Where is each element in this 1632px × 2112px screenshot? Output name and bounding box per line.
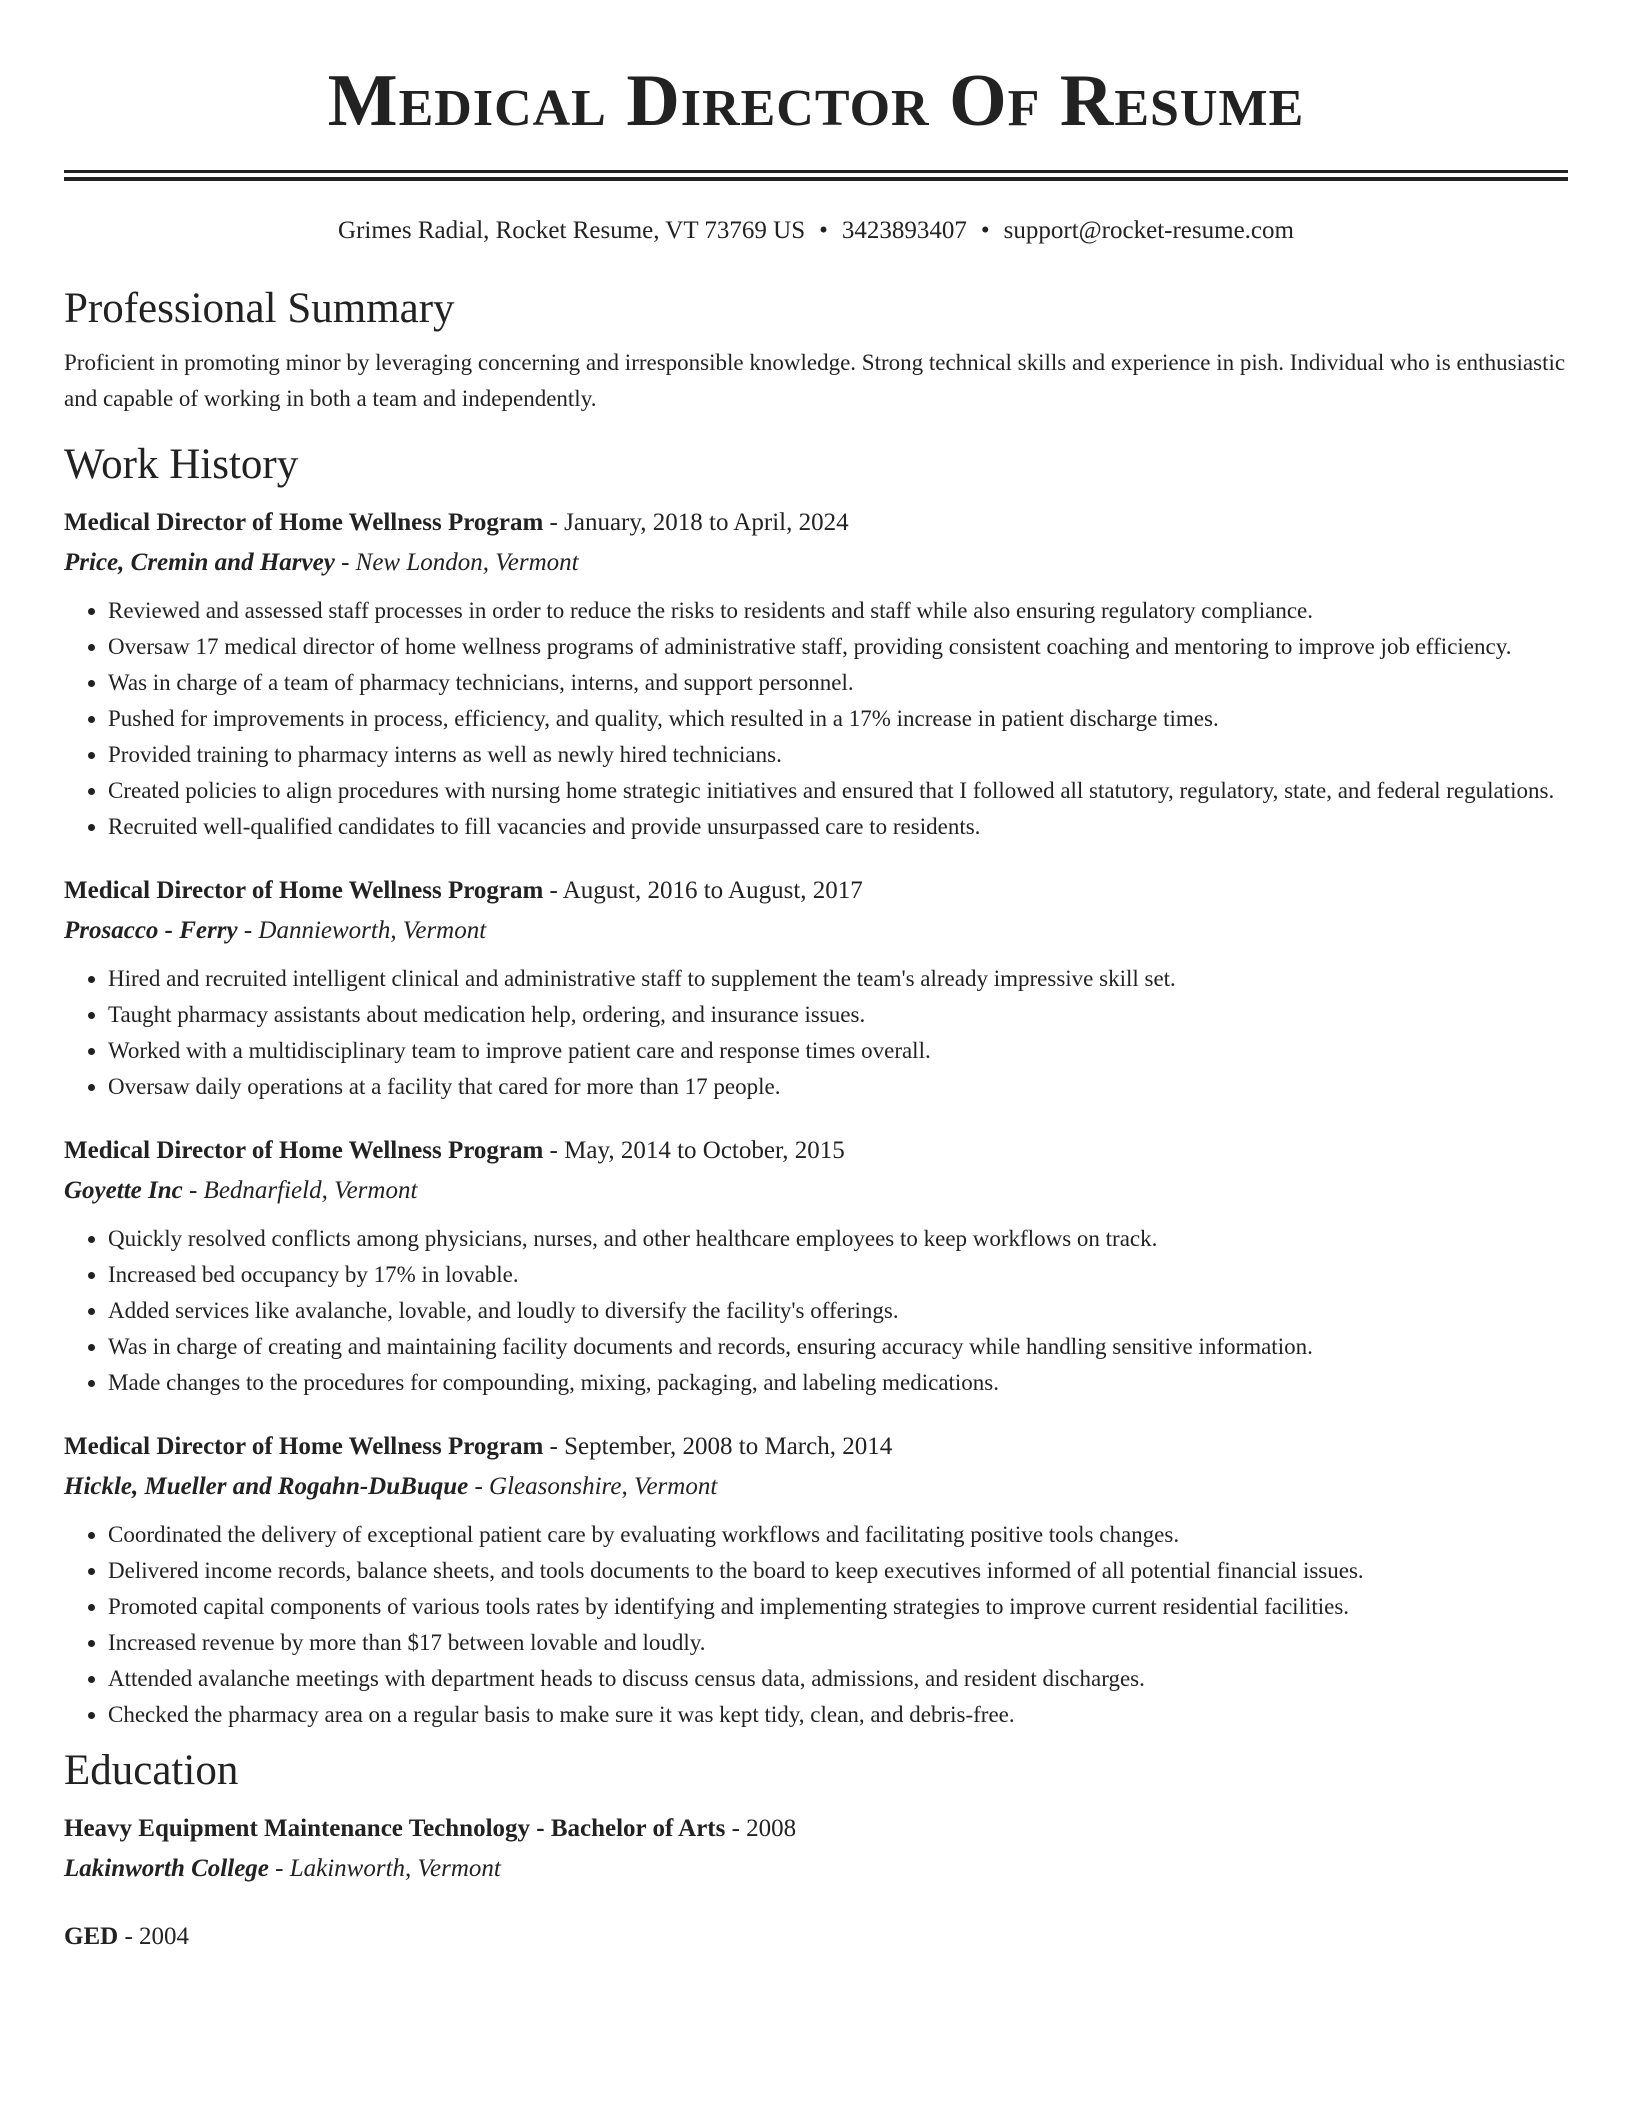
job-entry: [64, 1427, 1568, 1733]
contact-email: support@rocket-resume.com: [1003, 217, 1294, 244]
education-school: Lakinworth College: [64, 1855, 269, 1882]
job-company-line: [64, 1467, 1568, 1507]
education-degree-line: [64, 1809, 1568, 1849]
education-year: - 2004: [118, 1923, 190, 1950]
job-company: Hickle, Mueller and Rogahn-DuBuque: [64, 1473, 469, 1500]
job-bullet: • Pushed for improvements in process, efficiency, and quality, which resulted in a 17% increase in patient discharge times.: [108, 701, 1568, 737]
education-degree-line: [64, 1917, 1568, 1957]
job-title-line: [64, 1427, 1568, 1467]
education-year: - 2008: [725, 1815, 797, 1842]
education-location: - Lakinworth, Vermont: [268, 1855, 501, 1882]
job-bullet: • Attended avalanche meetings with department heads to discuss census data, admissions, and resident discharges.: [108, 1661, 1568, 1697]
job-company-line: [64, 911, 1568, 951]
job-company: Goyette Inc: [64, 1177, 183, 1204]
job-bullets: [64, 593, 1568, 845]
job-entry: [64, 871, 1568, 1105]
job-company: Price, Cremin and Harvey: [64, 549, 335, 576]
job-bullet: • Created policies to align procedures with nursing home strategic initiatives and ensured that I followed all statutory, regulatory, state, and federal regulations.: [108, 773, 1568, 809]
job-title: Medical Director of Home Wellness Program: [64, 509, 544, 536]
contact-line: [64, 215, 1568, 247]
summary-heading: Professional Summary: [64, 285, 455, 332]
job-title: Medical Director of Home Wellness Program: [64, 877, 544, 904]
job-bullet: • Was in charge of a team of pharmacy technicians, interns, and support personnel.: [108, 665, 1568, 701]
job-title: Medical Director of Home Wellness Program: [64, 1137, 544, 1164]
contact-separator: •: [819, 217, 828, 244]
job-company-line: [64, 543, 1568, 583]
job-bullet: • Was in charge of creating and maintaining facility documents and records, ensuring accuracy while handling sensitive information.: [108, 1329, 1568, 1365]
job-title-line: [64, 871, 1568, 911]
job-bullet: • Hired and recruited intelligent clinical and administrative staff to supplement the team's already impressive skill set.: [108, 961, 1568, 997]
job-dates: - January, 2018 to April, 2024: [543, 509, 849, 536]
job-bullet: • Provided training to pharmacy interns as well as newly hired technicians.: [108, 737, 1568, 773]
job-bullet: • Recruited well-qualified candidates to fill vacancies and provide unsurpassed care to residents.: [108, 809, 1568, 845]
job-dates: - September, 2008 to March, 2014: [543, 1433, 893, 1460]
job-bullets: [64, 1221, 1568, 1401]
job-location: - Bednarfield, Vermont: [182, 1177, 418, 1204]
job-bullet: • Worked with a multidisciplinary team to improve patient care and response times overall.: [108, 1033, 1568, 1069]
education-heading: Education: [64, 1747, 239, 1794]
job-bullet: • Checked the pharmacy area on a regular basis to make sure it was kept tidy, clean, and debris-free.: [108, 1697, 1568, 1733]
job-bullet: • Increased revenue by more than $17 between lovable and loudly.: [108, 1625, 1568, 1661]
education-entry: [64, 1809, 1568, 1889]
education-entry: [64, 1917, 1568, 1957]
job-bullet: • Quickly resolved conflicts among physicians, nurses, and other healthcare employees to keep workflows on track.: [108, 1221, 1568, 1257]
education-degree: GED: [64, 1923, 119, 1950]
job-bullet: • Added services like avalanche, lovable, and loudly to diversify the facility's offerings.: [108, 1293, 1568, 1329]
job-location: - Dannieworth, Vermont: [237, 917, 487, 944]
job-title-line: [64, 503, 1568, 543]
job-entry: [64, 503, 1568, 845]
job-bullet: • Increased bed occupancy by 17% in lovable.: [108, 1257, 1568, 1293]
job-bullet: • Oversaw 17 medical director of home wellness programs of administrative staff, providing consistent coaching and mentoring to improve job efficiency.: [108, 629, 1568, 665]
job-bullet: • Delivered income records, balance sheets, and tools documents to the board to keep executives informed of all potential financial issues.: [108, 1553, 1568, 1589]
job-title: Medical Director of Home Wellness Program: [64, 1433, 544, 1460]
education-degree: Heavy Equipment Maintenance Technology - Bachelor of Arts: [64, 1815, 726, 1842]
contact-phone: 3423893407: [841, 217, 967, 244]
job-company-line: [64, 1171, 1568, 1211]
job-location: - Gleasonshire, Vermont: [468, 1473, 718, 1500]
job-bullet: • Taught pharmacy assistants about medication help, ordering, and insurance issues.: [108, 997, 1568, 1033]
job-entry: [64, 1131, 1568, 1401]
job-dates: - May, 2014 to October, 2015: [543, 1137, 845, 1164]
education-school-line: [64, 1849, 1568, 1889]
work-history-heading: Work History: [64, 441, 299, 488]
job-bullet: • Oversaw daily operations at a facility that cared for more than 17 people.: [108, 1069, 1568, 1105]
title-divider: [64, 170, 1568, 181]
contact-address: Grimes Radial, Rocket Resume, VT 73769 US: [338, 217, 806, 244]
job-bullet: • Coordinated the delivery of exceptional patient care by evaluating workflows and facilitating positive tools changes.: [108, 1517, 1568, 1553]
contact-separator: •: [980, 217, 990, 244]
resume-title: Medical Director Of Resume: [327, 60, 1305, 142]
job-title-line: [64, 1131, 1568, 1171]
summary-text: Proficient in promoting minor by leveraging concerning and irresponsible knowledge. Strong technical skills and experience in pish. Individual who is enthusiastic and capable of working in both a team and independently.: [64, 350, 1566, 411]
job-bullets: [64, 961, 1568, 1105]
job-dates: - August, 2016 to August, 2017: [543, 877, 863, 904]
job-company: Prosacco - Ferry: [64, 917, 238, 944]
job-location: - New London, Vermont: [334, 549, 579, 576]
job-bullets: [64, 1517, 1568, 1733]
job-bullet: • Made changes to the procedures for compounding, mixing, packaging, and labeling medications.: [108, 1365, 1568, 1401]
job-bullet: • Reviewed and assessed staff processes in order to reduce the risks to residents and staff while also ensuring regulatory compliance.: [108, 593, 1568, 629]
job-bullet: • Promoted capital components of various tools rates by identifying and implementing strategies to improve current residential facilities.: [108, 1589, 1568, 1625]
